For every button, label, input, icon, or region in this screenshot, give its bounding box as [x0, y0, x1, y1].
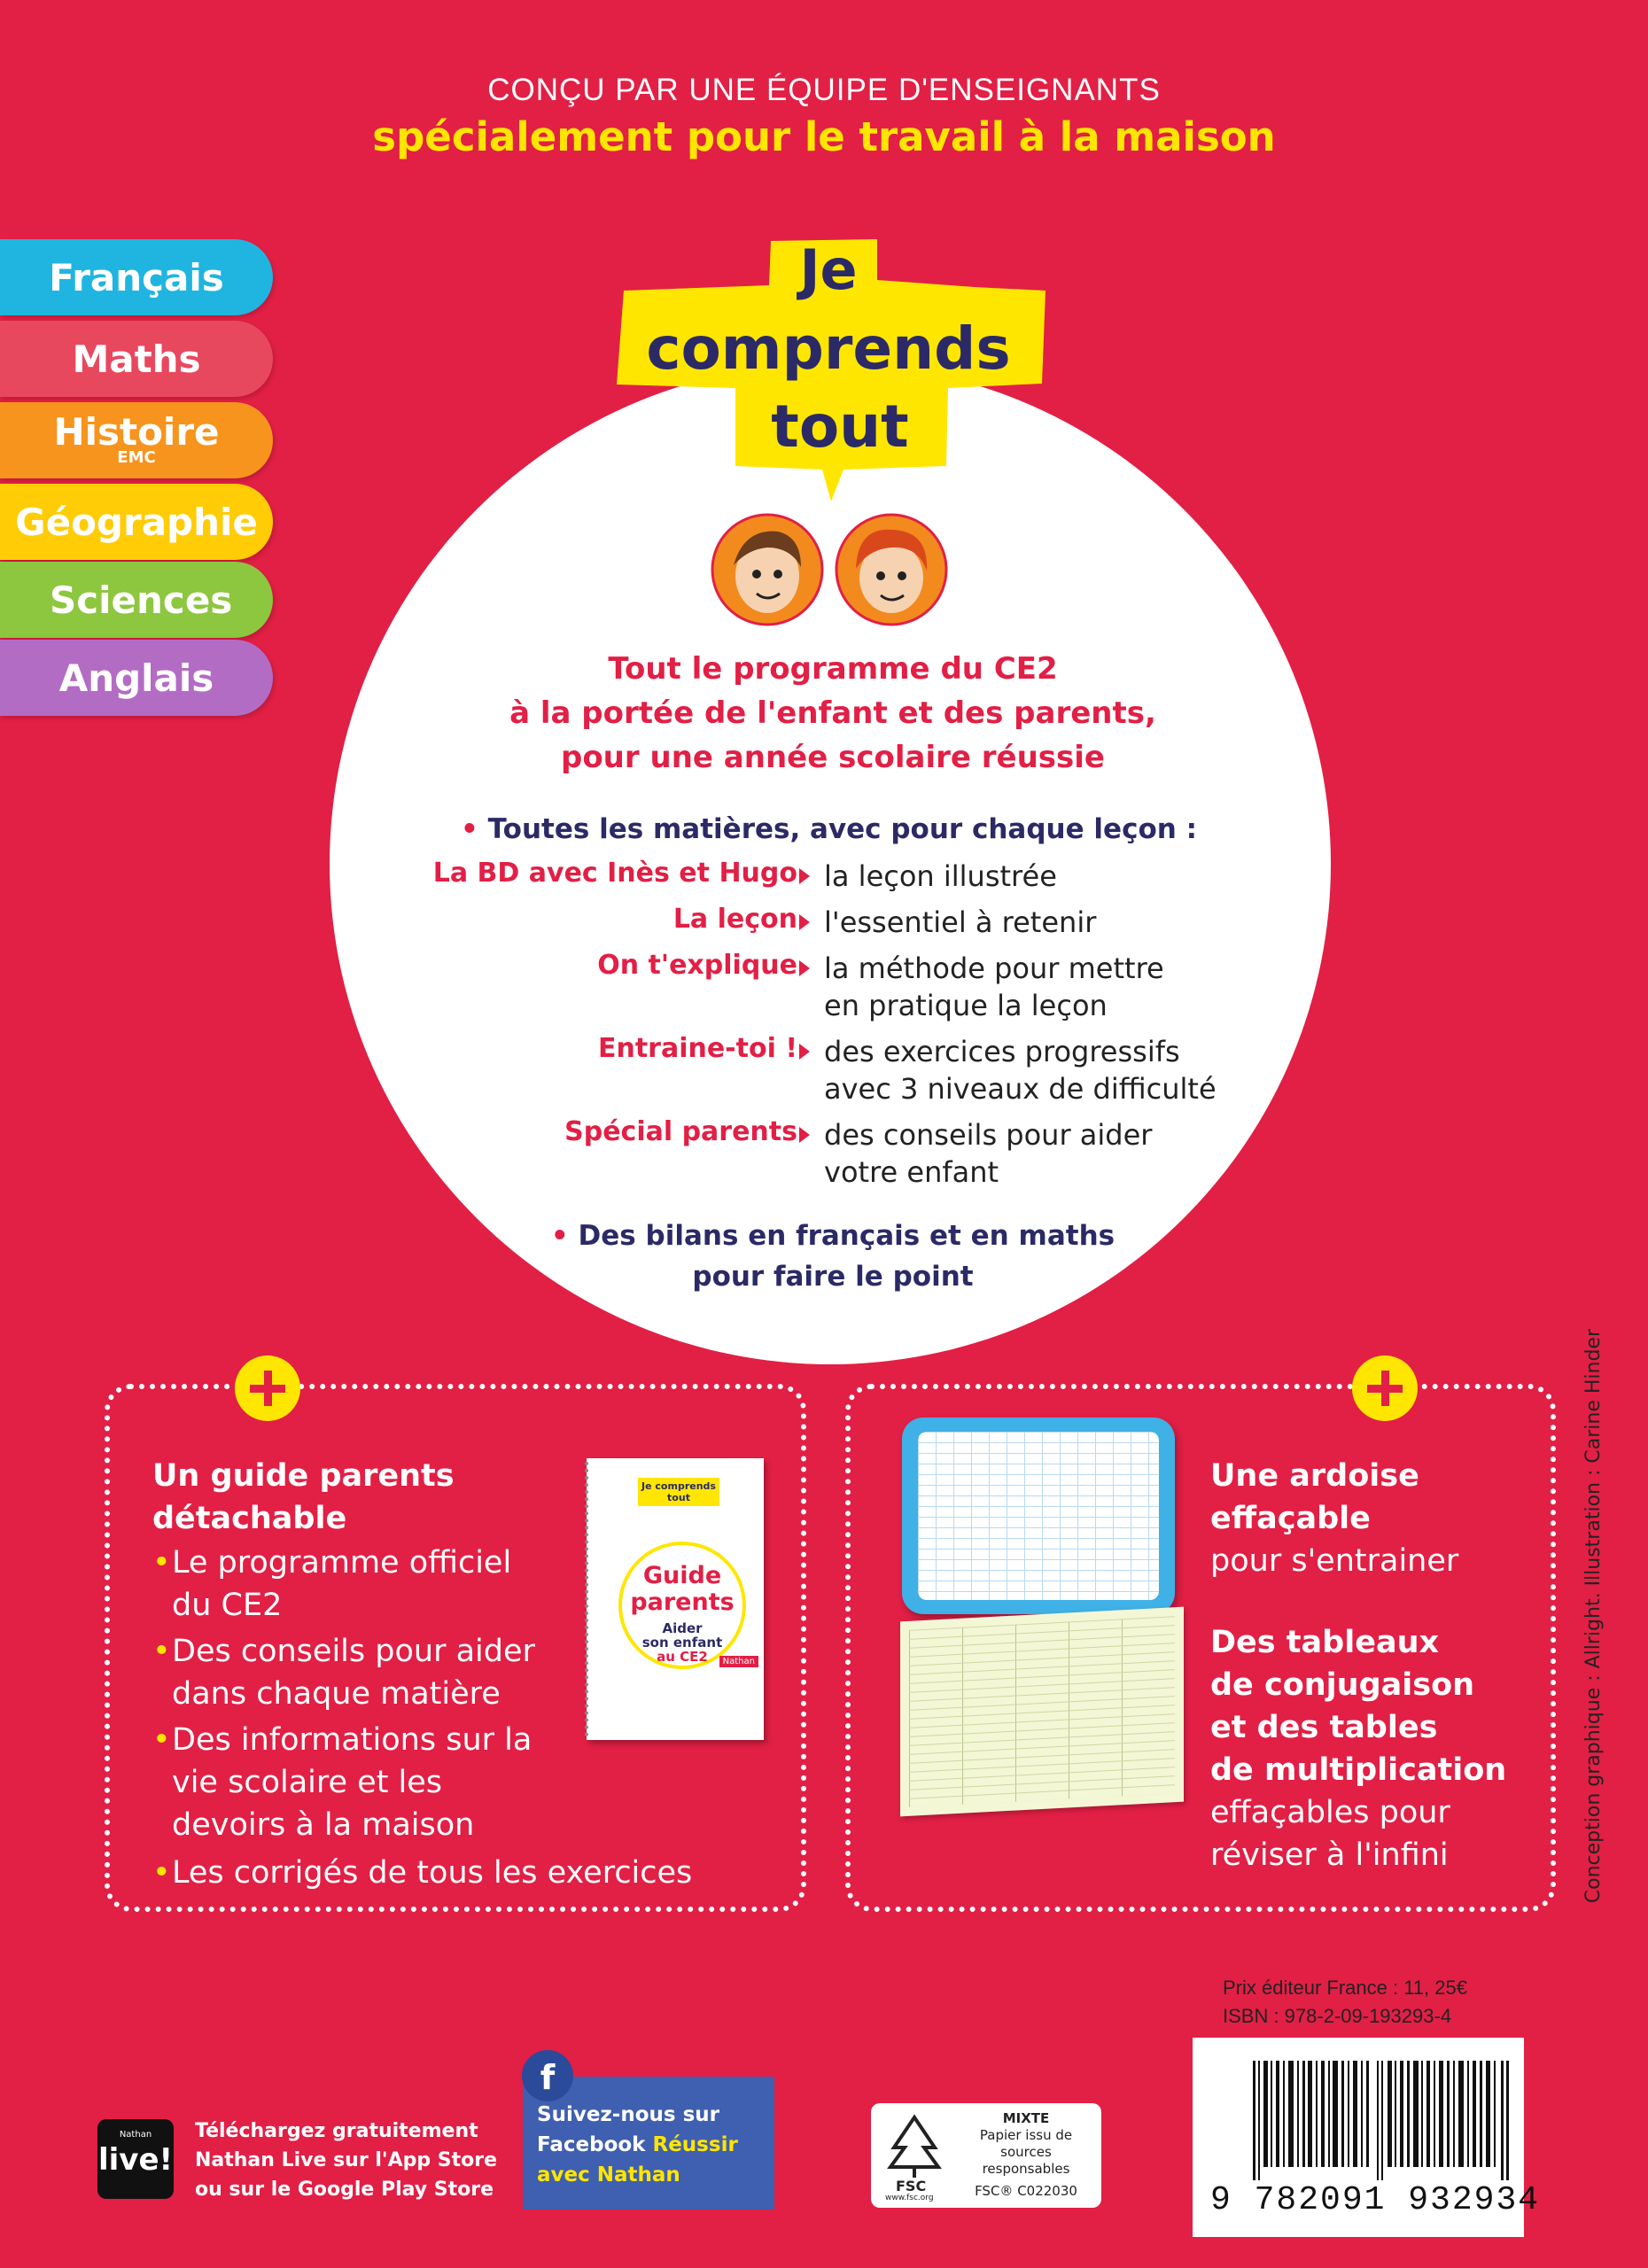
- tab-label: Histoire: [53, 410, 220, 454]
- header-line-1: CONÇU PAR UNE ÉQUIPE D'ENSEIGNANTS: [487, 73, 1161, 107]
- guide-booklet: [587, 1458, 764, 1740]
- feature-label: On t'explique: [597, 950, 797, 981]
- price-line: Prix éditeur France : 11, 25€: [1223, 1977, 1467, 1999]
- tables-line-3: et des tables: [1210, 1710, 1438, 1745]
- live-line-2: Nathan Live sur l'App Store: [195, 2149, 498, 2171]
- guide-item: • Les corrigés de tous les exercices: [152, 1852, 704, 1894]
- tab-label: Sciences: [50, 578, 233, 622]
- je-comprends-tout-logo: [611, 237, 1046, 503]
- arrow-right-icon: [799, 1044, 810, 1060]
- live-logo-main: live!: [97, 2142, 174, 2178]
- live-line-3: ou sur le Google Play Store: [195, 2179, 494, 2201]
- isbn-line: ISBN : 978-2-09-193293-4: [1223, 2005, 1452, 2027]
- tab-geographie: [0, 484, 273, 560]
- tab-label: Géographie: [15, 500, 258, 544]
- arrow-right-icon: [799, 1127, 810, 1143]
- tables-line-6: réviser à l'infini: [1210, 1837, 1449, 1873]
- tables-line-2: de conjugaison: [1210, 1667, 1475, 1703]
- booklet-brand: Nathan: [719, 1656, 758, 1667]
- features-heading-text: Toutes les matières, avec pour chaque leçon :: [487, 813, 1198, 845]
- facebook-line-2: Facebook: [537, 2133, 646, 2156]
- guide-title: Un guide parents détachable: [152, 1458, 455, 1536]
- bilan-block: • Des bilans en français et en maths pour faire le point: [496, 1216, 1170, 1297]
- intro-block: [496, 647, 1170, 780]
- facebook-brand: Réussir: [652, 2133, 738, 2156]
- tables-line-5: effaçables pour: [1210, 1795, 1450, 1830]
- tab-histoire: [0, 402, 273, 478]
- tab-sublabel: EMC: [117, 448, 156, 467]
- live-text: [195, 2117, 497, 2204]
- feature-label: Spécial parents: [564, 1116, 797, 1147]
- intro-line-2: à la portée de l'enfant et des parents,: [509, 695, 1156, 731]
- arrow-right-icon: [799, 960, 810, 976]
- fsc-url: www.fsc.org: [885, 2194, 934, 2202]
- tab-label: Maths: [72, 337, 201, 381]
- ardoise-title: Une ardoise effaçable: [1210, 1458, 1419, 1536]
- logo-tout: tout: [771, 392, 909, 461]
- fsc-line-1: Papier issu de: [979, 2127, 1073, 2143]
- feature-row: [372, 858, 1258, 897]
- feature-label: La BD avec Inès et Hugo: [432, 858, 797, 889]
- booklet-title-2: parents: [630, 1588, 735, 1616]
- tables-line-1: Des tableaux: [1210, 1625, 1440, 1660]
- feature-row: [372, 950, 1258, 1026]
- feature-label: La leçon: [672, 904, 797, 935]
- booklet-sub-3: au CE2: [657, 1649, 708, 1665]
- facebook-icon[interactable]: f: [522, 2050, 573, 2101]
- logo-comprends: comprends: [646, 315, 1011, 383]
- fsc-tree-icon: [883, 2112, 945, 2183]
- bilan-line-2: pour faire le point: [692, 1261, 974, 1293]
- tab-maths: [0, 321, 273, 397]
- tables-line-4: de multiplication: [1210, 1752, 1507, 1788]
- logo-je: Je: [799, 237, 858, 302]
- guide-item: • Le programme officiel du CE2: [152, 1542, 526, 1627]
- feature-desc: l'essentiel à retenir: [824, 905, 1097, 939]
- feature-label: Entraine-toi !: [597, 1033, 797, 1064]
- plus-icon: [235, 1355, 300, 1421]
- features-heading: • Toutes les matières, avec pour chaque leçon :: [461, 813, 1198, 845]
- feature-desc: la méthode pour mettre en pratique la leçon: [824, 951, 1164, 1022]
- ines-hugo-illustration: [709, 512, 953, 627]
- arrow-right-icon: [799, 868, 810, 884]
- booklet-sub-2: son enfant: [641, 1635, 723, 1651]
- booklet-sub-1: Aider: [662, 1620, 703, 1636]
- tables-sheet-illustration: [900, 1607, 1184, 1817]
- slate-illustration: [902, 1418, 1175, 1614]
- arrow-right-icon: [799, 914, 810, 930]
- facebook-line-1: Suivez-nous sur: [537, 2103, 720, 2126]
- tab-label: Français: [49, 255, 224, 299]
- header-line-2: spécialement pour le travail à la maison: [372, 113, 1276, 160]
- feature-row: [372, 904, 1258, 943]
- credit-text: Conception graphique : Allright. Illustration : Carine Hinder: [1582, 1329, 1605, 1904]
- feature-row: [372, 1116, 1258, 1192]
- intro-line-1: Tout le programme du CE2: [608, 651, 1058, 687]
- booklet-logo: Je comprends tout: [638, 1478, 719, 1506]
- ardoise-text: [1210, 1455, 1529, 1876]
- fsc-line-2: sources responsables: [982, 2144, 1070, 2177]
- barcode-bars: [1253, 2061, 1510, 2180]
- fsc-logo-text: FSC: [896, 2178, 927, 2194]
- fsc-mixte: MIXTE: [1002, 2110, 1050, 2126]
- fsc-label: [871, 2103, 1101, 2208]
- price-block: [1223, 1974, 1467, 2031]
- feature-desc: la leçon illustrée: [824, 859, 1057, 893]
- feature-row: [372, 1033, 1258, 1109]
- live-logo-top: Nathan: [119, 2130, 152, 2140]
- tab-anglais: [0, 640, 273, 716]
- barcode-number: 9 782091 932934: [1210, 2181, 1541, 2219]
- live-line-1: Téléchargez gratuitement: [195, 2120, 478, 2142]
- plus-icon: [1352, 1355, 1418, 1421]
- fsc-code: FSC® C022030: [975, 2183, 1077, 2199]
- booklet-spiral: [585, 1462, 594, 1736]
- guide-item: • Des conseils pour aider dans chaque matière: [152, 1630, 553, 1715]
- tab-label: Anglais: [58, 656, 214, 700]
- tab-francais: [0, 239, 273, 315]
- guide-item: • Des informations sur la vie scolaire et les devoirs à la maison: [152, 1719, 553, 1846]
- tab-sciences: [0, 562, 273, 638]
- nathan-live-logo[interactable]: [97, 2119, 174, 2199]
- feature-desc: des exercices progressifs avec 3 niveaux de difficulté: [824, 1035, 1217, 1106]
- intro-line-3: pour une année scolaire réussie: [560, 740, 1105, 775]
- bilan-line-1: Des bilans en français et en maths: [578, 1220, 1116, 1252]
- booklet-title-1: Guide: [642, 1562, 722, 1589]
- feature-desc: des conseils pour aider votre enfant: [824, 1118, 1153, 1189]
- facebook-line-3: avec Nathan: [537, 2163, 680, 2186]
- ardoise-line-2: pour s'entrainer: [1210, 1543, 1459, 1579]
